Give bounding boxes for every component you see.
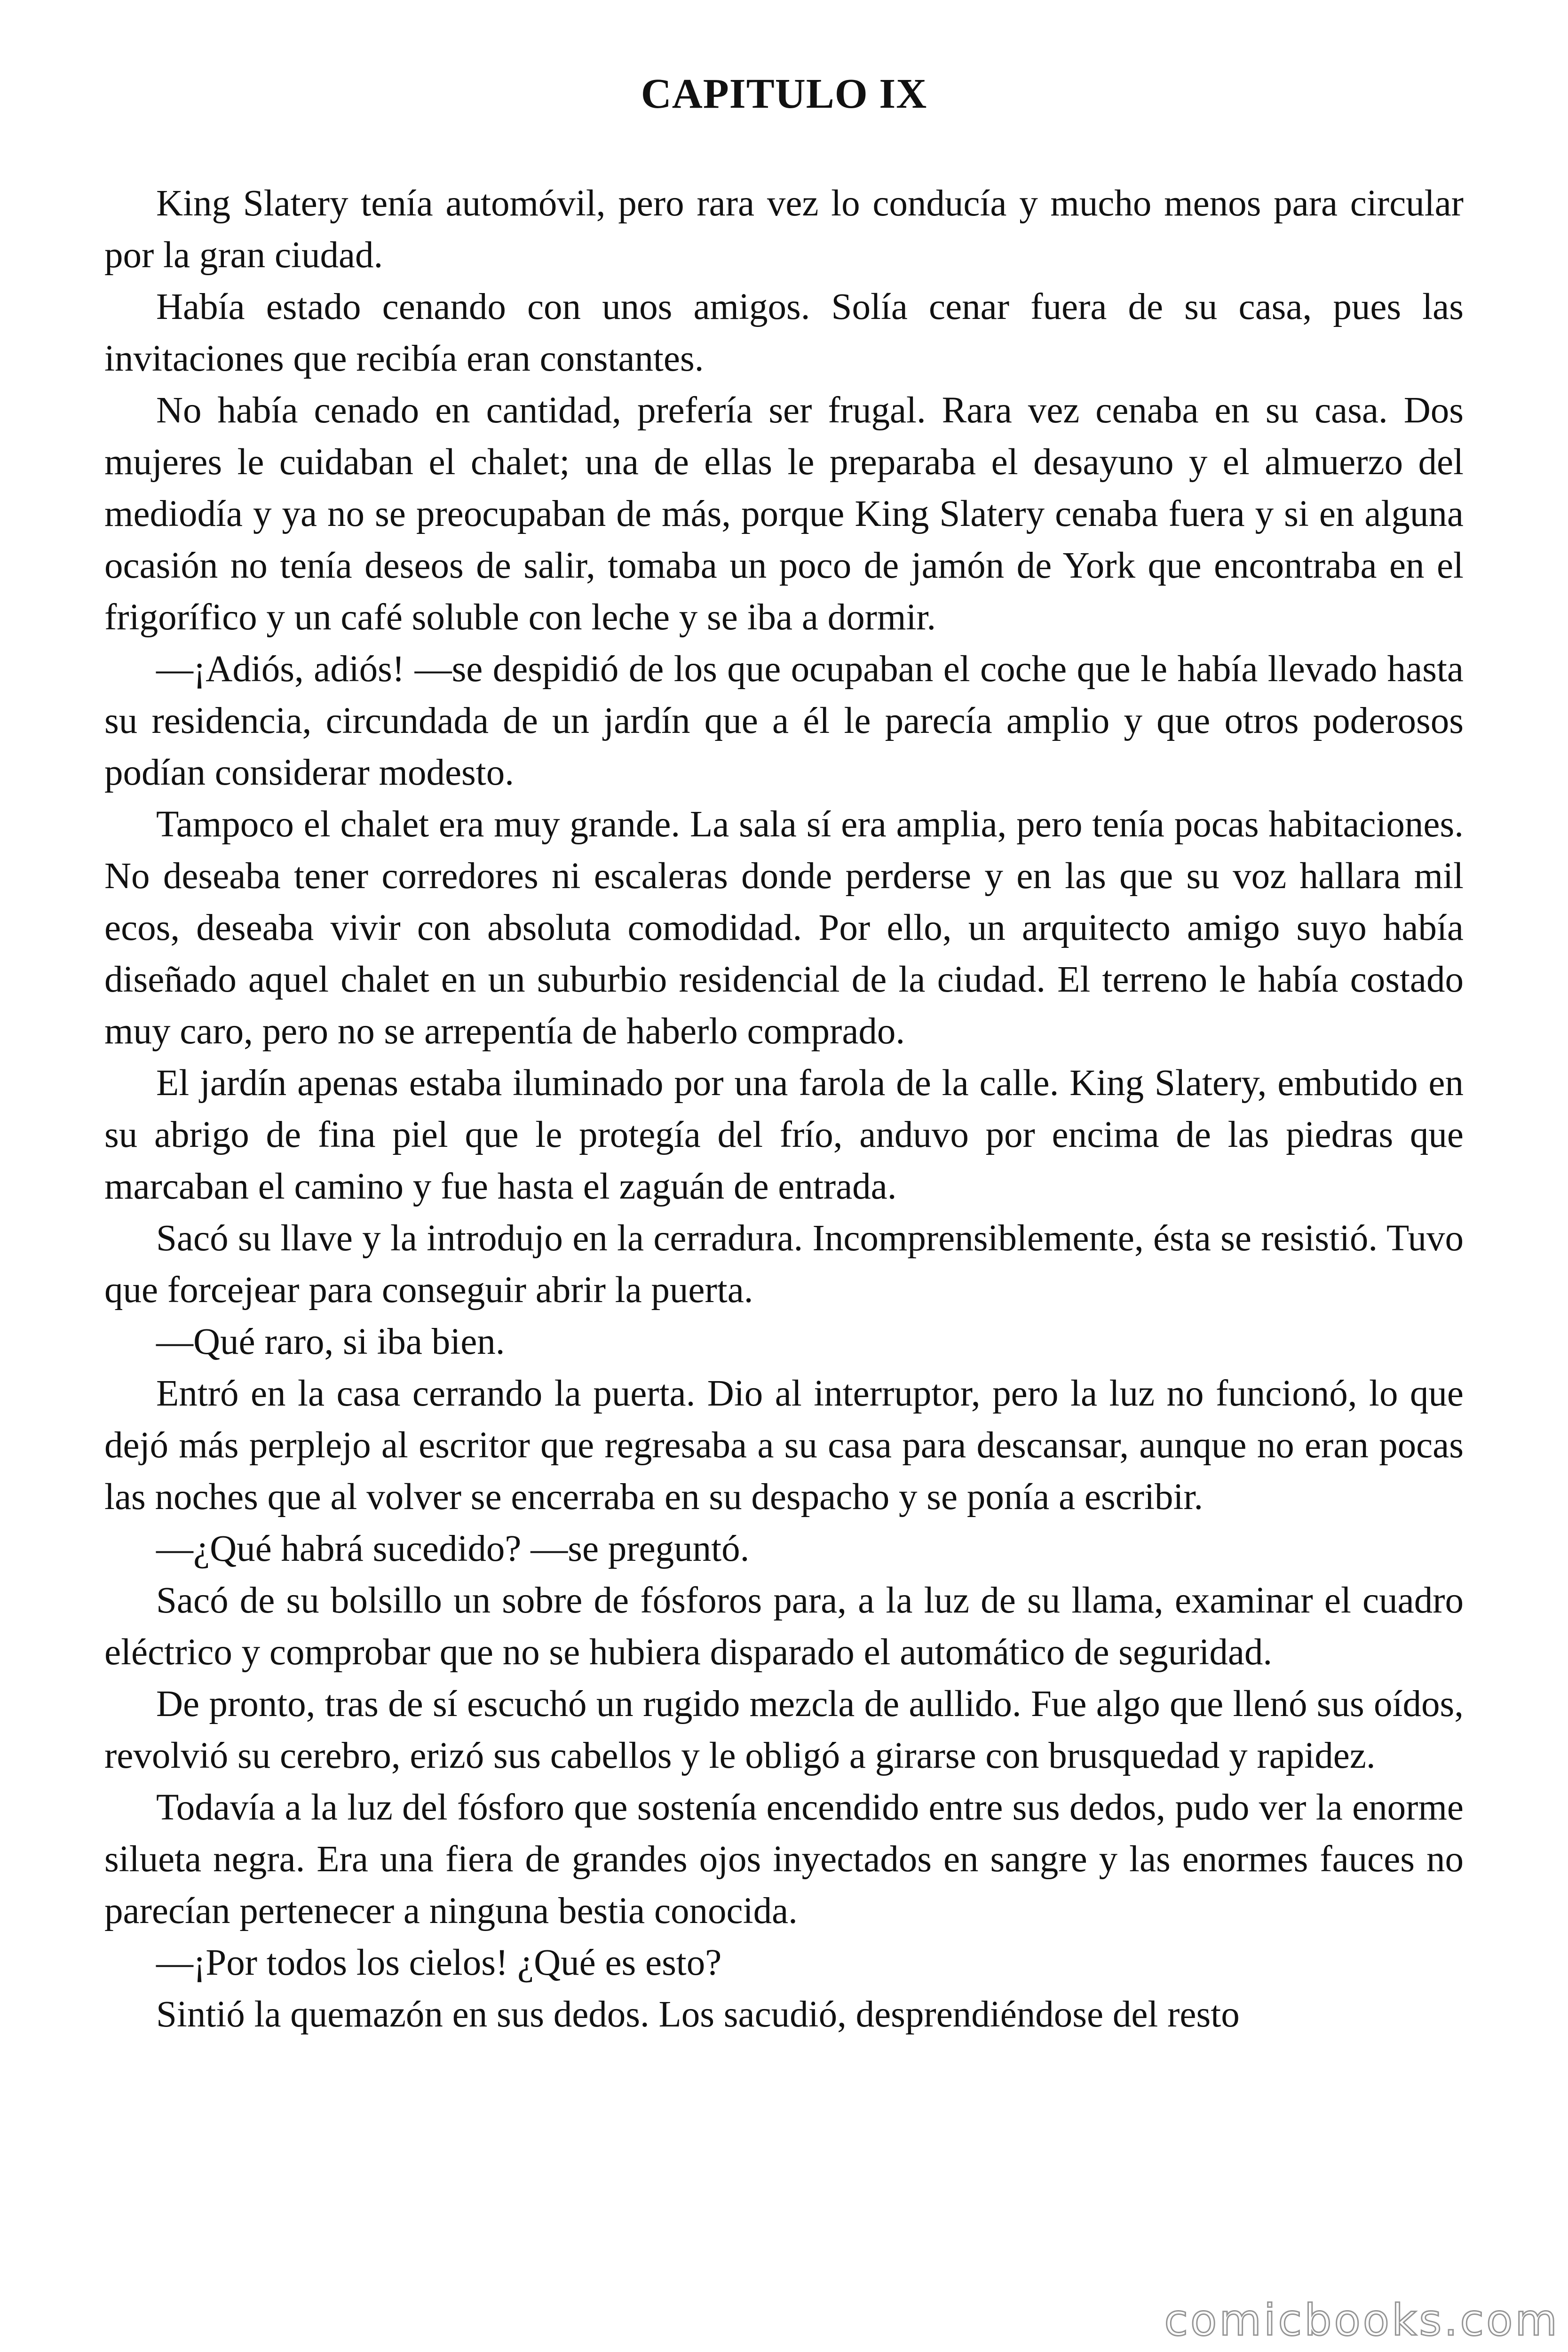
chapter-body — [104, 178, 1464, 2323]
paragraph: No había cenado en cantidad, prefería ser frugal. Rara vez cenaba en su casa. Dos mujeres le cuidaban el chalet; una de ellas le preparaba el desayuno y el almuerzo del mediodía y ya no se preocupaban de más, porque King Slatery cenaba fuera y si en alguna ocasión no tenía deseos de salir, tomaba un poco de jamón de York que encontraba en el frigorífico y un café soluble con leche y se iba a dormir. — [104, 390, 1464, 638]
chapter-title: CAPITULO IX — [641, 71, 927, 117]
paragraph: —Qué raro, si iba bien. — [156, 1321, 505, 1362]
paragraph: —¡Adiós, adiós! —se despidió de los que ocupaban el coche que le había llevado hasta su residencia, circundada de un jardín que a él le parecía amplio y que otros poderosos podían considerar modesto. — [104, 649, 1464, 793]
paragraph: Tampoco el chalet era muy grande. La sala sí era amplia, pero tenía pocas habitaciones. No deseaba tener corredores ni escaleras donde perderse y en las que su voz hallara mil ecos, deseaba vivir con absoluta comodidad. Por ello, un arquitecto amigo suyo había diseñado aquel chalet en un suburbio residencial de la ciudad. El terreno le había costado muy caro, pero no se arrepentía de haberlo comprado. — [104, 804, 1464, 1052]
paragraph: —¿Qué habrá sucedido? —se preguntó. — [156, 1528, 750, 1569]
paragraph: Sacó de su bolsillo un sobre de fósforos para, a la luz de su llama, examinar el cuadro eléctrico y comprobar que no se hubiera disparado el automático de seguridad. — [104, 1580, 1464, 1673]
paragraph: El jardín apenas estaba iluminado por una farola de la calle. King Slatery, embutido en su abrigo de fina piel que le protegía del frío, anduvo por encima de las piedras que marcaban el camino y fue hasta el zaguán de entrada. — [104, 1063, 1464, 1207]
paragraph: King Slatery tenía automóvil, pero rara vez lo conducía y mucho menos para circular por la gran ciudad. — [104, 183, 1464, 276]
watermark: comicbooks.com — [1164, 2295, 1560, 2345]
paragraph: Había estado cenando con unos amigos. Solía cenar fuera de su casa, pues las invitaciones que recibía eran constantes. — [104, 286, 1464, 379]
paragraph: Entró en la casa cerrando la puerta. Dio al interruptor, pero la luz no funcionó, lo que dejó más perplejo al escritor que regresaba a su casa para descansar, aunque no eran pocas las noches que al volver se encerraba en su despacho y se ponía a escribir. — [104, 1373, 1464, 1518]
paragraph: Sacó su llave y la introdujo en la cerradura. Incomprensiblemente, ésta se resistió. Tuvo que forcejear para conseguir abrir la puerta. — [104, 1218, 1464, 1311]
paragraph: De pronto, tras de sí escuchó un rugido mezcla de aullido. Fue algo que llenó sus oídos, revolvió su cerebro, erizó sus cabellos y le obligó a girarse con brusquedad y rapidez. — [104, 1684, 1464, 1776]
paragraph: —¡Por todos los cielos! ¿Qué es esto? — [156, 1942, 722, 1983]
paragraph: Sintió la quemazón en sus dedos. Los sacudió, desprendiéndose del resto — [156, 1994, 1240, 2035]
paragraph: Todavía a la luz del fósforo que sostenía encendido entre sus dedos, pudo ver la enorme silueta negra. Era una fiera de grandes ojos inyectados en sangre y las enormes fauces no parecían pertenecer a ninguna bestia conocida. — [104, 1787, 1464, 1931]
